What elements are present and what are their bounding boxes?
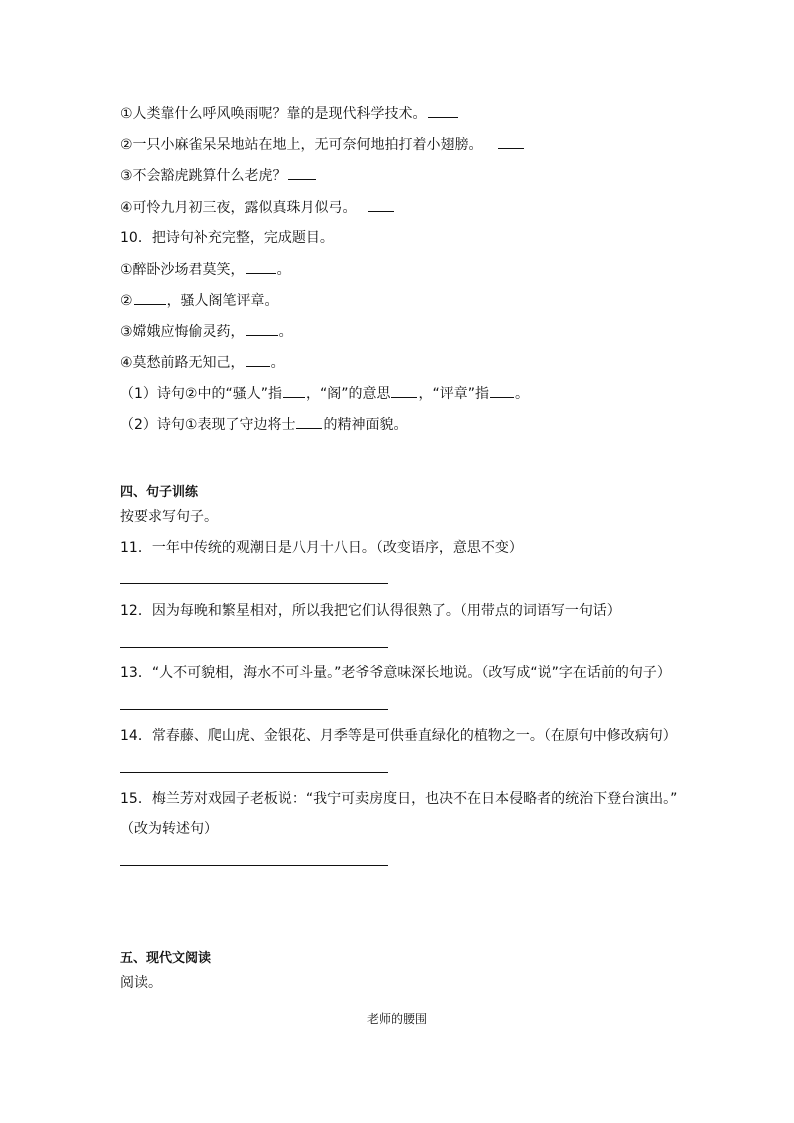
- sub-question-text: ，“阁”的意思: [305, 386, 391, 402]
- q9-item-2-text: ②一只小麻雀呆呆地站在地上，无可奈何地拍打着小翅膀。: [120, 137, 483, 153]
- sub-question-text: 。: [515, 386, 529, 402]
- q9-item-3: [120, 165, 317, 186]
- q9-item-3-text: ③不会豁虎跳算什么老虎？: [120, 168, 287, 184]
- answer-blank[interactable]: [246, 259, 276, 274]
- sub-question-text: ，“评章”指: [418, 386, 489, 402]
- section-4-heading: 四、句子训练: [120, 485, 199, 500]
- answer-blank[interactable]: [134, 290, 166, 305]
- q10-line-1: [120, 259, 291, 280]
- q9-item-2: [120, 134, 525, 155]
- section-4-instruction: 按要求写句子。: [120, 509, 218, 525]
- sub-question-text: （1）诗句②中的“骚人”指: [120, 386, 282, 402]
- q10-line-2: [120, 290, 279, 311]
- q9-item-4: [120, 197, 395, 218]
- answer-blank[interactable]: [246, 352, 270, 367]
- q10-line-4: [120, 352, 285, 373]
- answer-blank[interactable]: [391, 383, 417, 398]
- poem-line-text: ①醉卧沙场君莫笑，: [120, 262, 245, 278]
- q9-item-1: [120, 103, 459, 124]
- q9-item-1-text: ①人类靠什么呼风唤雨呢？靠的是现代科学技术。: [120, 106, 427, 122]
- answer-blank[interactable]: [296, 414, 322, 429]
- question-15: 15．梅兰芳对戏园子老板说：“我宁可卖房度日，也决不在日本侵略者的统治下登台演出。”: [120, 791, 678, 807]
- sub-question-text: 的精神面貌。: [323, 417, 408, 433]
- section-5-heading: 五、现代文阅读: [120, 951, 212, 966]
- answer-blank[interactable]: [490, 383, 514, 398]
- q9-item-4-text: ④可怜九月初三夜，露似真珠月似弓。: [120, 200, 357, 216]
- poem-line-text: ③嫦娥应悔偷灵药，: [120, 324, 245, 340]
- poem-line-punct: 。: [278, 324, 293, 340]
- answer-blank[interactable]: [368, 197, 394, 212]
- section-5-instruction: 阅读。: [120, 975, 162, 991]
- answer-line-14[interactable]: [120, 772, 388, 773]
- answer-blank[interactable]: [288, 165, 316, 180]
- poem-line-text: ，骚人阁笔评章。: [166, 293, 279, 309]
- question-12: 12．因为每晚和繁星相对，所以我把它们认得很熟了。（用带点的词语写一句话）: [120, 603, 621, 619]
- poem-line-text: ④莫愁前路无知己，: [120, 355, 245, 371]
- question-13: 13．“人不可貌相，海水不可斗量。”老爷爷意味深长地说。（改写成“说”字在话前的句子）: [120, 665, 671, 681]
- answer-line-13[interactable]: [120, 709, 388, 710]
- q10-line-3: [120, 321, 293, 342]
- answer-blank[interactable]: [246, 321, 278, 336]
- answer-blank[interactable]: [428, 103, 458, 118]
- sub-question-text: （2）诗句①表现了守边将士: [120, 417, 296, 433]
- q10-prompt: 10．把诗句补充完整，完成题目。: [120, 230, 334, 246]
- question-15-instruction: （改为转述句）: [120, 821, 218, 837]
- answer-line-11[interactable]: [120, 583, 388, 584]
- answer-blank[interactable]: [283, 383, 305, 398]
- answer-line-15[interactable]: [120, 865, 388, 866]
- poem-line-text: ②: [120, 293, 133, 309]
- question-14: 14．常春藤、爬山虎、金银花、月季等是可供垂直绿化的植物之一。（在原句中修改病句）: [120, 728, 677, 744]
- article-title: 老师的腰围: [366, 1012, 427, 1026]
- q10-sub-1: [120, 383, 529, 404]
- answer-line-12[interactable]: [120, 647, 388, 648]
- q10-sub-2: [120, 414, 407, 435]
- answer-blank[interactable]: [498, 134, 524, 149]
- question-11: 11．一年中传统的观潮日是八月十八日。（改变语序，意思不变）: [120, 540, 523, 556]
- poem-line-punct: 。: [276, 262, 291, 278]
- poem-line-punct: 。: [270, 355, 285, 371]
